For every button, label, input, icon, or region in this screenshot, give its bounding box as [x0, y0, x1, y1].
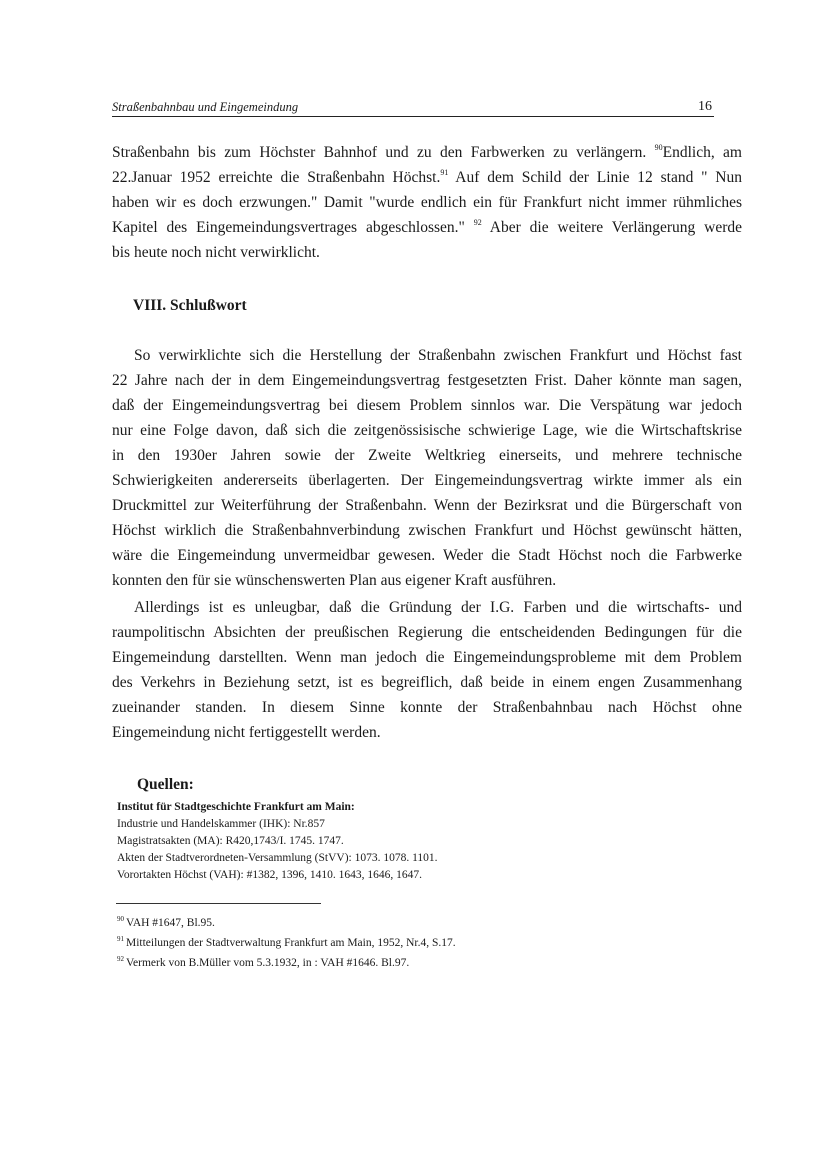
footnote-ref: 91	[440, 168, 449, 177]
footnote-text: Mitteilungen der Stadtverwaltung Frankfurt am Main, 1952, Nr.4, S.17.	[126, 937, 456, 949]
text-line: in den 1930er Jahren sowie der Zweite Weltkrieg einerseits, und mehrere technische	[112, 447, 742, 464]
paragraph-conclusion-1	[112, 343, 742, 593]
text-line: konnten den für sie wünschenswerten Plan aus eigener Kraft ausführen.	[112, 572, 557, 589]
paragraph-continuation	[112, 140, 742, 265]
text-line: Höchst wirklich die Straßenbahnverbindung zwischen Frankfurt und Höchst gewünscht hätten,	[112, 522, 742, 539]
footnote-ref: 90	[654, 143, 663, 152]
section-heading: VIII. Schlußwort	[133, 297, 247, 314]
text-line: des Verkehrs in Beziehung setzt, ist es begreiflich, daß beide in einem engen Zusammenhang	[112, 674, 742, 691]
footnote-number: 90	[117, 915, 124, 923]
source-item: Vorortakten Höchst (VAH): #1382, 1396, 1410. 1643, 1646, 1647.	[117, 869, 422, 881]
text-line: wäre die Eingemeindung unvermeidbar gewesen. Weder die Stadt Höchst noch die Farbwerke	[112, 547, 742, 564]
footnotes	[117, 911, 637, 971]
text-line: Straßenbahn bis zum Höchster Bahnhof und zu den Farbwerken zu verlängern. $^{90}$Endlich, am	[112, 143, 742, 161]
text-line: nur eine Folge davon, daß sich die zeitgenössisische schwierige Lage, wie die Wirtschaftskrise	[112, 422, 742, 439]
text-line: 22 Jahre nach der in dem Eingemeindungsvertrag festgesetzten Frist. Daher könnte man sagen,	[112, 372, 742, 389]
sources-institution: Institut für Stadtgeschichte Frankfurt am Main:	[117, 801, 355, 813]
footnote-number: 91	[117, 935, 124, 943]
running-header	[112, 96, 714, 117]
text-line: raumpolitischn Absichten der preußischen Regierung die entscheidenden Bedingungen für die	[112, 624, 742, 641]
text-line: zueinander standen. In diesem Sinne konnte der Straßenbahnbau nach Höchst ohne	[112, 699, 742, 716]
text-line: So verwirklichte sich die Herstellung der Straßenbahn zwischen Frankfurt und Höchst fast	[134, 347, 742, 364]
page-number: 16	[698, 99, 712, 114]
text-line: Eingemeindung nicht fertiggestellt werden.	[112, 724, 381, 741]
source-item: Industrie und Handelskammer (IHK): Nr.857	[117, 818, 325, 830]
source-item: Akten der Stadtverordneten-Versammlung (StVV): 1073. 1078. 1101.	[117, 852, 438, 864]
text-line: Allerdings ist es unleugbar, daß die Gründung der I.G. Farben und die wirtschafts- und	[134, 599, 742, 616]
footnote-text: VAH #1647, Bl.95.	[126, 917, 215, 929]
footnote	[117, 911, 637, 931]
text-line: Druckmittel zur Weiterführung der Straßenbahn. Wenn der Bezirksrat und die Bürgerschaft von	[112, 497, 742, 514]
text-line: Kapitel des Eingemeindungsvertrages abgeschlossen." $^{92}$ Aber die weitere Verlängerung werde	[112, 218, 743, 236]
text-line: Schwierigkeiten andererseits überlagerten. Der Eingemeindungsvertrag wirkte immer als ein	[112, 472, 742, 489]
footnote-ref: 92	[473, 218, 482, 227]
footnote	[117, 931, 637, 951]
text-line: Eingemeindung darstellten. Wenn man jedoch die Eingemeindungsprobleme mit dem Problem	[112, 649, 742, 666]
header-title: Straßenbahnbau und Eingemeindung	[112, 100, 299, 114]
source-item: Magistratsakten (MA): R420,1743/I. 1745. 1747.	[117, 835, 344, 847]
footnote-divider	[116, 903, 321, 904]
sources-heading: Quellen:	[137, 776, 194, 793]
footnote-text: Vermerk von B.Müller vom 5.3.1932, in : VAH #1646. Bl.97.	[126, 957, 410, 969]
text-line: bis heute noch nicht verwirklicht.	[112, 244, 320, 261]
text-line: 22.Januar 1952 erreichte die Straßenbahn Höchst.$^{91}$ Auf dem Schild der Linie 12 stand " Nun	[112, 168, 742, 186]
sources-list	[117, 799, 617, 884]
text-line: daß der Eingemeindungsvertrag bei diesem Problem sinnlos war. Die Verspätung war jedoch	[112, 397, 742, 414]
footnote-number: 92	[117, 955, 124, 963]
paragraph-conclusion-2	[112, 595, 742, 745]
footnote	[117, 951, 637, 971]
text-line: haben wir es doch erzwungen." Damit "wurde endlich ein für Frankfurt nicht immer rühmliches	[112, 194, 742, 211]
